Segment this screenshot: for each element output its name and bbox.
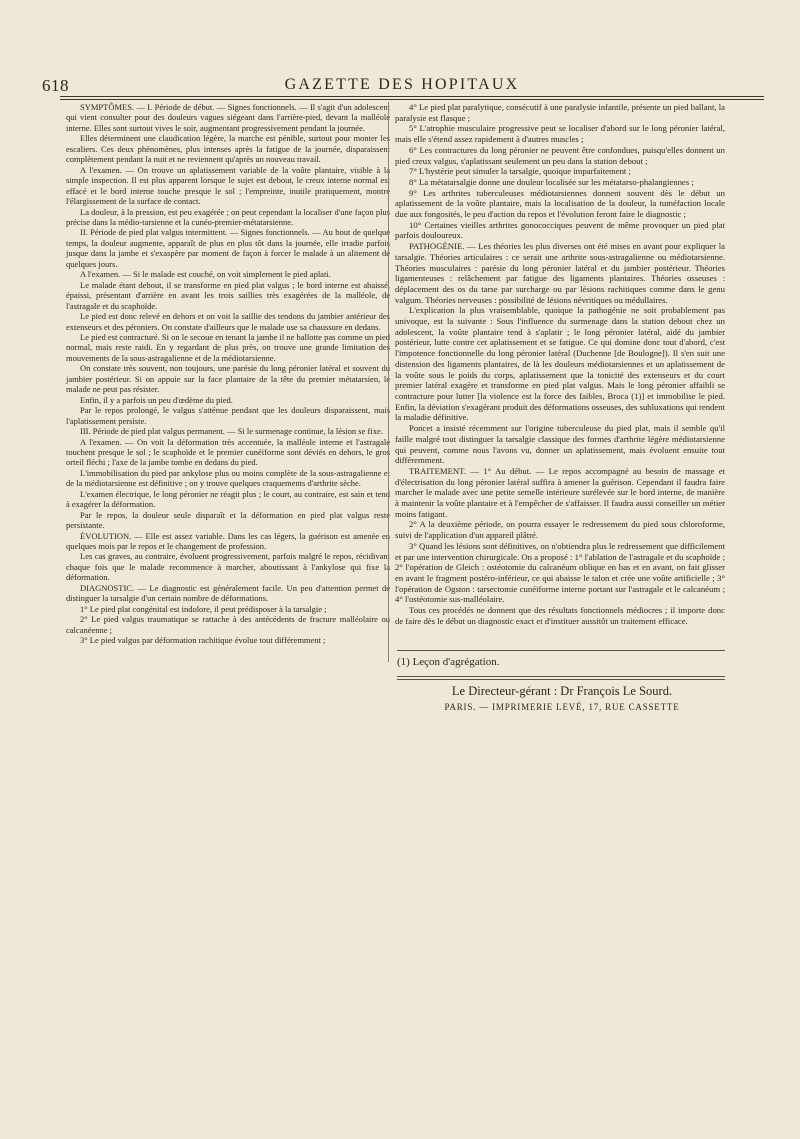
right-column bbox=[395, 102, 725, 626]
paragraph: III. Période de pied plat valgus permanent. — Si le surmenage continue, la lésion se fixe. bbox=[80, 426, 383, 437]
paragraph: L'immobilisation du pied par ankylose plus ou moins complète de la sous-astragalienne et de la médiotarsienne est définitive ; on y trouve quelques craquements d'arthrite sèche. bbox=[66, 467, 390, 489]
paragraph: DIAGNOSTIC. — Le diagnostic est généralement facile. Un peu d'attention permet de distinguer la tarsalgie d'un certain nombre de déformations. bbox=[66, 582, 390, 604]
paragraph: 1° Le pied plat congénital est indolore, il peut prédisposer à la tarsalgie ; bbox=[80, 603, 327, 614]
paragraph: 6° Les contractures du long péronier ne peuvent être confondues, puisqu'elles donnent un pied creux valgus, s'aplatissant seulement un peu dans la station debout ; bbox=[395, 144, 725, 166]
paragraph: II. Période de pied plat valgus intermittent. — Signes fonctionnels. — Au bout de quelque temps, la douleur augmente, apparaît de plus en plus tôt dans la journée, elle irradie parfois jusque dans la jambe et s'exaspère par moment de façon à forcer le malade à un alitement de quelques jours. bbox=[66, 227, 390, 269]
paragraph: ÉVOLUTION. — Elle est assez variable. Dans les cas légers, la guérison est amenée en quelques mois par le repos et le changement de profession. bbox=[66, 530, 390, 552]
paragraph: Tous ces procédés ne donnent que des résultats fonctionnels médiocres ; il importe donc de faire dès le début un diagnostic exact et d'instituer aussitôt un traitement efficace. bbox=[395, 605, 725, 626]
paragraph: Le pied est donc relevé en dehors et on voit la saillie des tendons du jambier antérieur des extenseurs et des péroniers. On constate d'ailleurs que le malade use sa chaussure en dedans. bbox=[66, 311, 390, 332]
paragraph: PATHOGÉNIE. — Les théories les plus diverses ont été mises en avant pour expliquer la tarsalgie. Théories articulaires : ce serait une arthrite sous-astragalienne ou médiotarsienne. Théories musculaires : parésie du long péronier latéral et du jambier postérieur. Théories ligamenteuses : relâchement par fatigue des ligaments plantaires. Théories osseuses : déplacement des os du tarse par surcharge ou par lésions rachitiques comme dans le genu valgum. Théories nerveuses : possibilité de lésions névritiques ou médullaires. bbox=[395, 241, 725, 305]
paragraph: A l'examen. — On trouve un aplatissement variable de la voûte plantaire, visible à la simple inspection. Il est plus apparent lorsque le sujet est debout, le creux interne normal est effacé et le bord interne touche presque le sol ; l'empreinte, inutile pratiquement, montre l'élargissement de la surface de contact. bbox=[66, 164, 390, 207]
paragraph: 2° A la deuxième période, on pourra essayer le redressement du pied sous chloroforme, suivi de l'application d'un appareil plâtré. bbox=[395, 519, 725, 541]
paragraph: 10° Certaines vieilles arthrites gonococciques peuvent de même provoquer un pied plat parfois douloureux. bbox=[395, 219, 725, 241]
paragraph: 7° L'hystérie peut simuler la tarsalgie, quoique imparfaitement ; bbox=[409, 166, 631, 177]
paragraph: L'examen électrique, le long péronier ne réagit plus ; le court, au contraire, est sain et tend à exagérer la déformation. bbox=[66, 488, 390, 510]
journal-title: GAZETTE DES HOPITAUX bbox=[284, 76, 520, 93]
footnote-rule bbox=[397, 650, 725, 651]
paragraph: La douleur, à la pression, est peu exagérée ; on peut cependant la localiser d'une façon plus précise dans la médio-tarsienne et la cunéo-premier-métatarsienne. bbox=[66, 206, 390, 227]
signature-rule-bottom bbox=[397, 679, 725, 680]
paragraph: 9° Les arthrites tuberculeuses médiotarsiennes donnent souvent dès le début un aplatissement de la voûte plantaire, mais la localisation de la douleur, la tuméfaction locale due aux fongosités, le peu d'action du repos et l'évolution feront faire le diagnostic ; bbox=[395, 187, 725, 220]
paragraph: 8° La métatarsalgie donne une douleur localisée sur les métatarso-phalangiennes ; bbox=[409, 176, 694, 187]
paragraph: On constate très souvent, non toujours, une parésie du long péronier latéral et souvent du jambier postérieur. Si on appuie sur la face plantaire de la tête du premier métatarsien, le malade ne peut pas résister. bbox=[66, 363, 390, 395]
column-divider bbox=[388, 102, 389, 662]
page-header bbox=[42, 76, 762, 98]
signature-line: Le Directeur-gérant : Dr François Le Sourd. bbox=[451, 684, 673, 698]
paragraph: 2° Le pied valgus traumatique se rattache à des antécédents de fracture malléolaire ou calcanéenne ; bbox=[66, 614, 390, 635]
paragraph: 3° Quand les lésions sont définitives, on n'obtiendra plus le redressement que difficilement et par une intervention chirurgicale. On a proposé : 1° l'ablation de l'astragale et du scaphoïde ; 2° l'opération de Gleich : ostéotomie du calcanéum oblique en bas et en avant, on fait glisser en avant le fragment postéro-inférieur, ce qui abaisse le talon et crée une voûte artificielle ; 3° l'opération de Ogston : tarsectomie cunéiforme interne portant sur l'astragale et le calcanéum ; 4° l'ostéotomie sus-malléolaire. bbox=[395, 540, 725, 605]
left-column bbox=[66, 102, 390, 646]
paragraph: A l'examen. — Si le malade est couché, on voit simplement le pied aplati. bbox=[80, 269, 331, 280]
paragraph: Enfin, il y a parfois un peu d'œdème du pied. bbox=[80, 394, 233, 405]
paragraph: Le pied est contracturé. Si on le secoue en tenant la jambe il ne ballotte pas comme un pied normal, mais reste raidi. En y regardant de plus près, on trouve une grande limitation des mouvements de la sous-astragalienne et de la médiotarsienne. bbox=[66, 331, 390, 363]
paragraph: 4° Le pied plat paralytique, consécutif à une paralysie infantile, présente un pied ballant, la paralysie est flasque ; bbox=[395, 102, 725, 123]
paragraph: A l'examen. — On voit la déformation très accentuée, la malléole interne et l'astragale touchent presque le sol ; le scaphoïde et le premier cunéiforme sont déviés en dehors, le gros orteil fléchi ; l'axe de la jambe tombe en dedans du pied. bbox=[66, 436, 390, 468]
printer-imprint: PARIS. — IMPRIMERIE LEVÉ, 17, RUE CASSETTE bbox=[444, 702, 680, 712]
footnote: (1) Leçon d'agrégation. bbox=[397, 656, 500, 668]
header-rule-bottom bbox=[60, 99, 764, 100]
paragraph: Elles déterminent une claudication légère, la marche est pénible, surtout pour monter les escaliers. Ces deux phénomènes, plus intenses après la fatigue de la journée, disparaissent complètement pendant la nuit et ne reviennent qu'après un nouveau travail. bbox=[66, 133, 390, 165]
paragraph: 3° Le pied valgus par déformation rachitique évolue tout différemment ; bbox=[80, 635, 326, 646]
paragraph: Par le repos, la douleur seule disparaît et la déformation en pied plat valgus reste persistante. bbox=[66, 509, 390, 531]
paragraph: L'explication la plus vraisemblable, quoique la pathogénie ne soit probablement pas univoque, est la suivante : Sous l'influence du surmenage dans la station debout chez un adolescent, la voûte plantaire tend à s'aplatir ; le long péronier latéral, aidé du jambier postérieur, lutte contre cet aplatissement et se fatigue. Ce qui domine donc tout d'abord, c'est l'impotence fonctionnelle du long péronier latéral (Duchenne [de Boulogne]). Il s'en suit une distension des ligaments plantaires, de là les douleurs médiotarsiennes et un aplatissement de la voûte sous le poids du corps, aplatissement que la tonicité des extenseurs et du court premier latéral exagère et transforme en pied plat valgus. Mais le long péronier affaibli se contracture pour lutter [la violence est la force des faibles, Broca (1)] et immobilise le pied. Enfin, la déviation s'exagérant produit des déformations osseuses, des subluxations qui rendent la maladie définitive. bbox=[395, 305, 725, 423]
paragraph: Par le repos prolongé, le valgus s'atténue pendant que les douleurs disparaissent, mais l'aplatissement persiste. bbox=[66, 405, 390, 426]
paragraph: Le malade étant debout, il se transforme en pied plat valgus ; le bord interne est abaissé, épaissi, présentant d'arrière en avant les trois saillies très exagérées de la malléole, de l'astragale et du scaphoïde. bbox=[66, 279, 390, 311]
paragraph: 5° L'atrophie musculaire progressive peut se localiser d'abord sur le long péronier latéral, mais elle s'étend assez rapidement à d'autres muscles ; bbox=[395, 123, 725, 145]
page-number: 618 bbox=[42, 76, 69, 95]
signature-rule-top bbox=[397, 676, 725, 677]
paragraph: TRAITEMENT. — 1° Au début. — Le repos accompagné au besoin de massage et d'électrisation du long péronier latéral suffira à amener la guérison. Cependant il faudra faire marcher le malade avec une petite semelle intérieure surélevée sur le bord interne, de manière à maintenir la voûte plantaire et à l'empêcher de s'affaisser. Il faudra aussi conseiller un métier moins fatigant. bbox=[395, 465, 725, 519]
header-rule-top bbox=[60, 96, 764, 97]
paragraph: Poncet a insisté récemment sur l'origine tuberculeuse du pied plat, mais il semble qu'il faille malgré tout distinguer la tarsalgie classique des formes d'arthrite légère médiotarsienne qui peuvent, comme nous l'avons vu, donner un aplatissement, mais évoluent ensuite tout différemment. bbox=[395, 423, 725, 466]
paragraph: Les cas graves, au contraire, évoluent progressivement, parfois malgré le repos, récidivant chaque fois que le malade recommence à marcher, aboutissant à l'ankylose qui fixe la déformation. bbox=[66, 551, 390, 583]
paragraph: SYMPTÔMES. — I. Période de début. — Signes fonctionnels. — Il s'agit d'un adolescent qui vient consulter pour des douleurs vagues siégeant dans l'arrière-pied, devant la malléole interne. Elles sont surtout vives le soir, augmentant progressivement pendant la journée. bbox=[66, 102, 390, 133]
